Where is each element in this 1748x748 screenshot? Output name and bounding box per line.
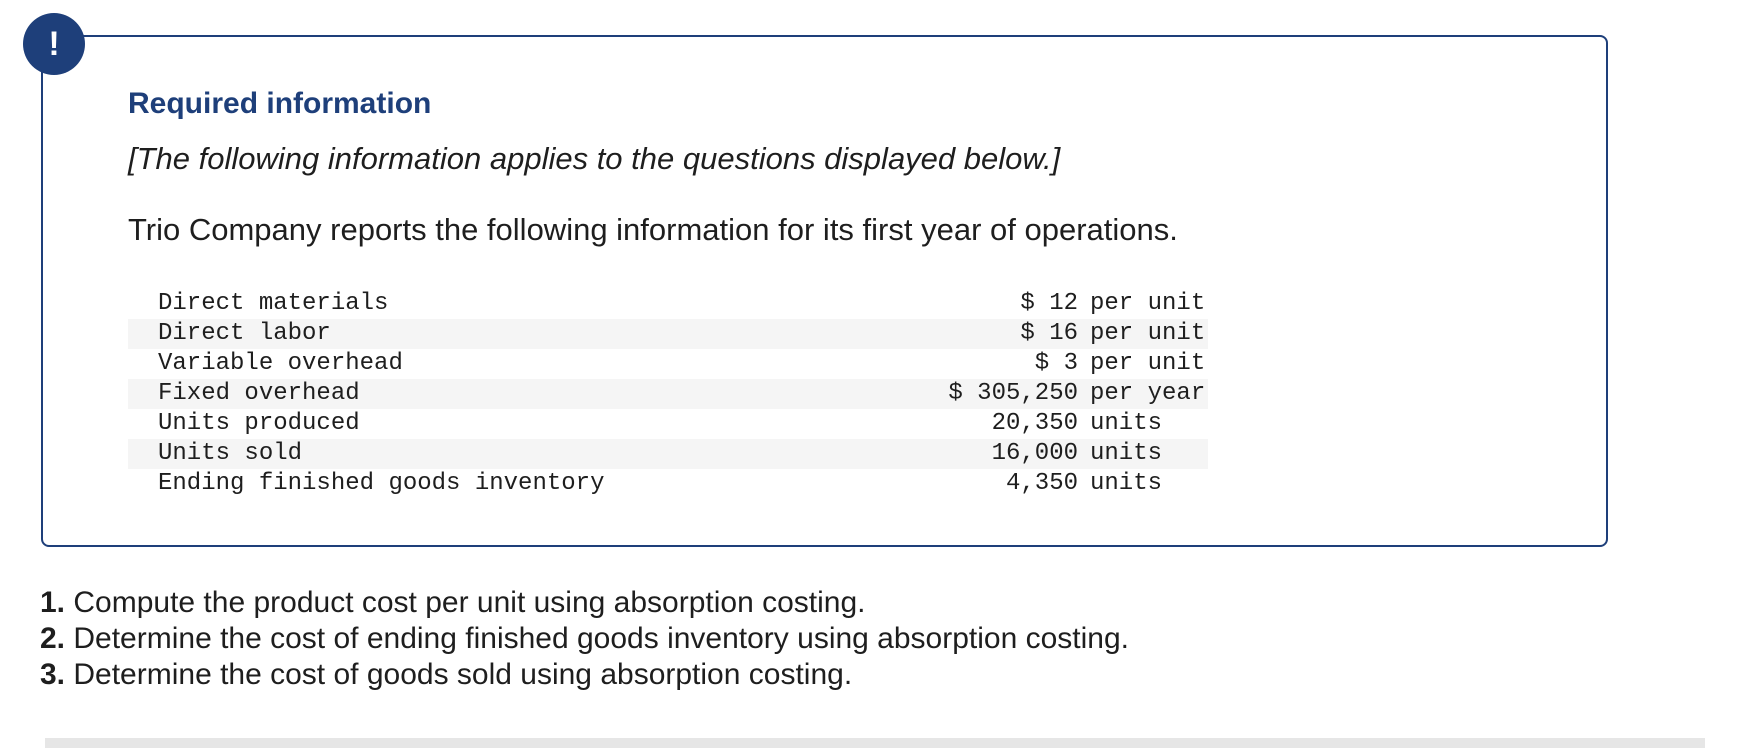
- row-label: Direct labor: [158, 320, 331, 347]
- row-unit: units: [1090, 410, 1163, 437]
- row-value: $ 3: [1034, 350, 1078, 377]
- answer-section-divider: [45, 738, 1705, 748]
- question-number: 2.: [40, 622, 66, 655]
- box-intro: Trio Company reports the following information for its first year of operations.: [128, 212, 1178, 247]
- table-row: [128, 469, 1208, 499]
- question-item: [40, 657, 1129, 693]
- row-value: $ 305,250: [948, 380, 1078, 407]
- question-text: Determine the cost of ending finished goods inventory using absorption costing.: [65, 622, 1130, 655]
- row-unit: per unit: [1090, 290, 1206, 317]
- row-label: Fixed overhead: [158, 380, 360, 407]
- row-unit: per year: [1090, 380, 1206, 407]
- table-row: [128, 409, 1208, 439]
- question-item: [40, 621, 1129, 657]
- box-heading: Required information: [128, 87, 432, 120]
- row-value: 20,350: [991, 410, 1078, 437]
- question-item: [40, 585, 1129, 621]
- row-label: Ending finished goods inventory: [158, 470, 605, 497]
- exclamation-icon: !: [23, 13, 85, 75]
- question-text: Compute the product cost per unit using absorption costing.: [65, 586, 866, 619]
- table-row: [128, 439, 1208, 469]
- cost-data-table: [128, 289, 1208, 499]
- row-unit: per unit: [1090, 350, 1206, 377]
- question-text: Determine the cost of goods sold using absorption costing.: [65, 658, 853, 691]
- question-number: 1.: [40, 586, 66, 619]
- row-label: Variable overhead: [158, 350, 403, 377]
- row-label: Units sold: [158, 440, 303, 467]
- row-value: $ 12: [1020, 290, 1078, 317]
- table-row: [128, 349, 1208, 379]
- row-value: $ 16: [1020, 320, 1078, 347]
- table-row: [128, 289, 1208, 319]
- table-row: [128, 319, 1208, 349]
- row-unit: units: [1090, 440, 1163, 467]
- box-note: [The following information applies to the questions displayed below.]: [128, 141, 1061, 176]
- row-label: Units produced: [158, 410, 360, 437]
- table-row: [128, 379, 1208, 409]
- row-unit: units: [1090, 470, 1163, 497]
- row-label: Direct materials: [158, 290, 389, 317]
- question-number: 3.: [40, 658, 66, 691]
- required-information-box: [41, 35, 1608, 547]
- question-list: [40, 585, 1129, 693]
- row-unit: per unit: [1090, 320, 1206, 347]
- row-value: 4,350: [1005, 470, 1078, 497]
- row-value: 16,000: [991, 440, 1078, 467]
